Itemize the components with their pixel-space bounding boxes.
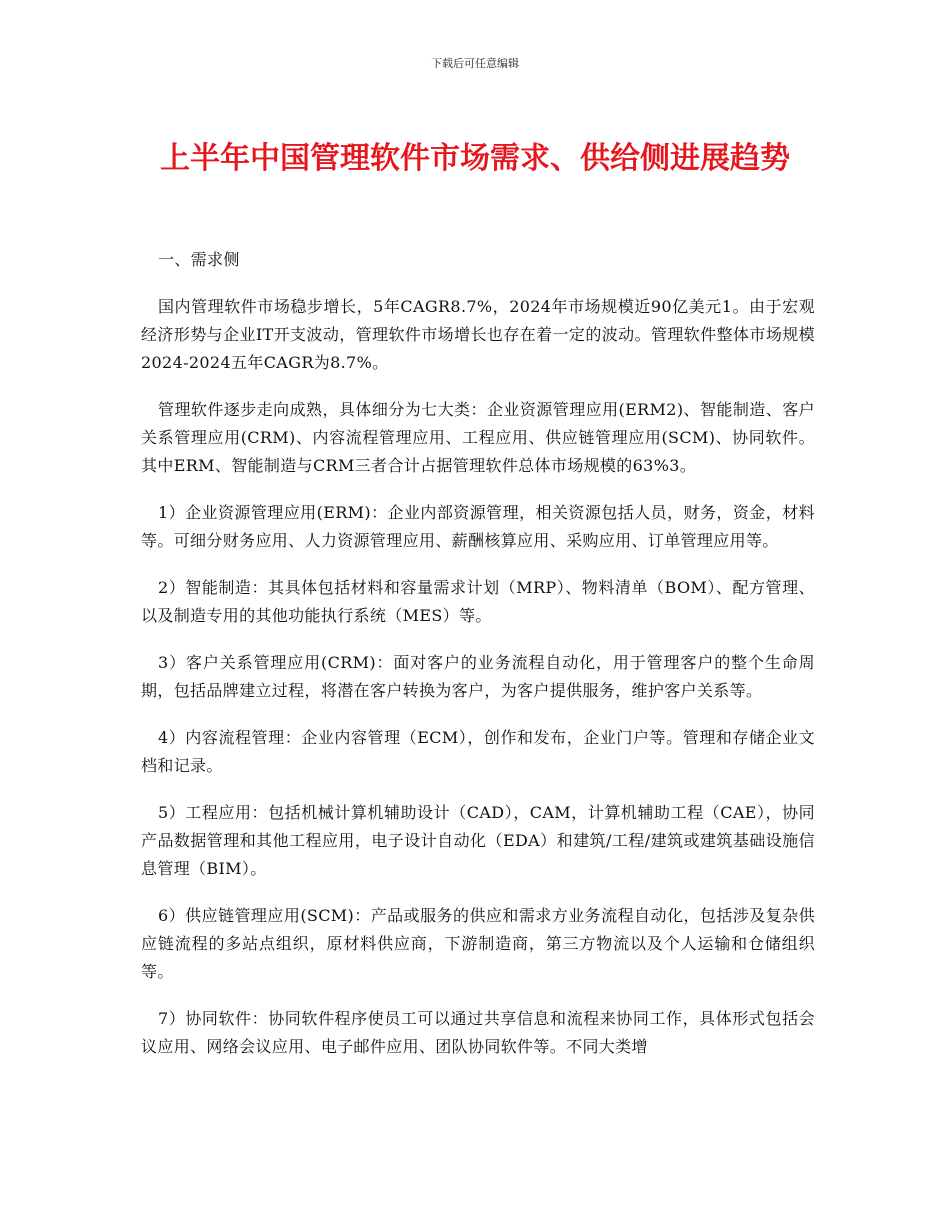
paragraph-smart-manufacturing: 2）智能制造：其具体包括材料和容量需求计划（MRP）、物料清单（BOM）、配方管理、以及制造专用的其他功能执行系统（MES）等。 (141, 578, 815, 625)
paragraph-content-process: 4）内容流程管理：企业内容管理（ECM），创作和发布，企业门户等。管理和存储企业文档和记录。 (141, 728, 815, 775)
section-heading-demand: 一、需求侧 (158, 250, 240, 269)
paragraph-scm: 6）供应链管理应用(SCM)：产品或服务的供应和需求方业务流程自动化，包括涉及复杂供应链流程的多站点组织，原材料供应商，下游制造商，第三方物流以及个人运输和仓储组织等。 (141, 906, 815, 981)
document-title: 上半年中国管理软件市场需求、供给侧进展趋势 (160, 141, 790, 176)
paragraph-seven-categories: 管理软件逐步走向成熟，具体细分为七大类：企业资源管理应用(ERM2)、智能制造、客户关系管理应用(CRM)、内容流程管理应用、工程应用、供应链管理应用(SCM)、协同软件。其中ERM、智能制造与CRM三者合计占据管理软件总体市场规模的63%3。 (141, 400, 815, 475)
paragraph-market-growth: 国内管理软件市场稳步增长，5年CAGR8.7%，2024年市场规模近90亿美元1。由于宏观经济形势与企业IT开支波动，管理软件市场增长也存在着一定的波动。管理软件整体市场规模2024-2024五年CAGR为8.7%。 (141, 297, 815, 372)
paragraph-erm: 1）企业资源管理应用(ERM)：企业内部资源管理，相关资源包括人员，财务，资金，材料等。可细分财务应用、人力资源管理应用、薪酬核算应用、采购应用、订单管理应用等。 (141, 503, 815, 550)
paragraph-crm: 3）客户关系管理应用(CRM)：面对客户的业务流程自动化，用于管理客户的整个生命周期，包括品牌建立过程，将潜在客户转换为客户，为客户提供服务，维护客户关系等。 (141, 653, 815, 700)
document-body (141, 246, 815, 1080)
paragraph-engineering: 5）工程应用：包括机械计算机辅助设计（CAD），CAM，计算机辅助工程（CAE），协同产品数据管理和其他工程应用，电子设计自动化（EDA）和建筑/工程/建筑或建筑基础设施信息管理（BIM）。 (141, 803, 815, 878)
paragraph-collaboration: 7）协同软件：协同软件程序使员工可以通过共享信息和流程来协同工作，具体形式包括会议应用、网络会议应用、电子邮件应用、团队协同软件等。不同大类增 (141, 1009, 815, 1056)
header-note: 下载后可任意编辑 (431, 57, 519, 70)
